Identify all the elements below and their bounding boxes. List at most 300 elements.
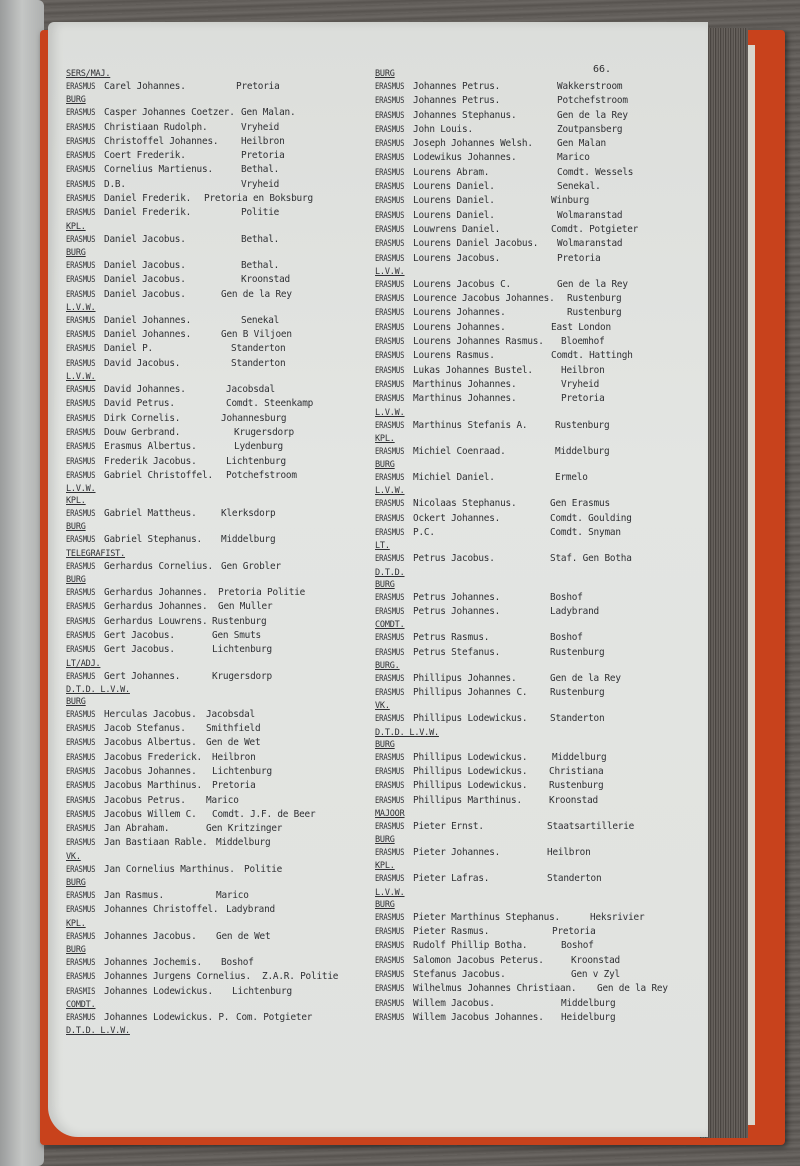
- surname: ERASMUS: [66, 766, 96, 777]
- register-entry: [66, 106, 366, 120]
- register-entry: [66, 956, 366, 970]
- surname: ERASMUS: [375, 927, 405, 938]
- rank-label-row: [66, 68, 366, 80]
- given-names: Casper Johannes Coetzer.: [104, 107, 235, 119]
- surname: ERASMUS: [66, 588, 96, 599]
- register-entry: [66, 135, 366, 149]
- register-entry: [375, 335, 695, 349]
- given-names: Willem Jacobus Johannes.: [413, 1011, 544, 1023]
- register-entry: [66, 863, 366, 877]
- rank-label: BURG: [375, 69, 395, 79]
- place-or-unit: Pretoria: [557, 252, 601, 264]
- rank-label: L.V.W.: [66, 484, 96, 495]
- given-names: Petrus Johannes.: [413, 605, 501, 617]
- surname: ERASMUS: [66, 972, 96, 983]
- place-or-unit: Heilbron: [241, 135, 285, 147]
- surname: ERASMUS: [375, 912, 405, 923]
- rank-label: TELEGRAFIST.: [66, 548, 126, 559]
- register-entry: [66, 794, 366, 808]
- place-or-unit: Gen Kritzinger: [206, 823, 283, 835]
- given-names: Phillipus Lodewickus.: [413, 765, 528, 777]
- surname: ERASMUS: [375, 752, 405, 763]
- surname: ERASMUS: [66, 738, 96, 749]
- surname: ERASMUS: [66, 427, 96, 438]
- surname: ERASMUS: [66, 136, 96, 147]
- place-or-unit: Klerksdorp: [221, 508, 276, 520]
- given-names: Phillipus Johannes C.: [413, 687, 528, 699]
- register-entry: [375, 252, 695, 266]
- given-names: Jan Cornelius Marthinus.: [104, 863, 235, 875]
- register-entry: [66, 629, 366, 643]
- place-or-unit: Krugersdorp: [234, 426, 294, 438]
- register-entry: [375, 364, 695, 378]
- register-entry: [66, 722, 366, 736]
- place-or-unit: Standerton: [547, 873, 602, 885]
- given-names: Gerhardus Cornelius.: [104, 560, 213, 572]
- register-entry: [375, 497, 695, 511]
- place-or-unit: Jacobsdal: [226, 384, 275, 396]
- place-or-unit: Kroonstad: [241, 274, 290, 286]
- surname: ERASMUS: [66, 535, 96, 546]
- rank-label-row: [66, 247, 366, 259]
- place-or-unit: Lichtenburg: [226, 455, 286, 467]
- register-entry: [66, 970, 366, 984]
- place-or-unit: Heidelburg: [561, 1011, 616, 1023]
- register-entry: [66, 342, 366, 356]
- surname: ERASMUS: [66, 442, 96, 453]
- place-or-unit: Gen v Zyl: [571, 968, 620, 980]
- rank-label-row: [375, 485, 695, 497]
- given-names: Petrus Rasmus.: [413, 632, 490, 644]
- given-names: Lourens Jacobus C.: [413, 278, 511, 290]
- place-or-unit: Comdt. Steenkamp: [226, 398, 314, 410]
- place-or-unit: Gen de la Rey: [550, 672, 621, 684]
- place-or-unit: Jacobsdal: [206, 708, 255, 720]
- surname: ERASMUS: [375, 955, 405, 966]
- place-or-unit: Gen Erasmus: [550, 498, 610, 510]
- rank-label: L.V.W.: [66, 372, 96, 383]
- rank-label: D.T.D. L.V.W.: [375, 727, 439, 738]
- rank-label-row: [375, 266, 695, 278]
- rank-label-row: [66, 696, 366, 708]
- surname: ERASMUS: [375, 96, 405, 107]
- register-entry: [375, 779, 695, 793]
- given-names: Jacobus Marthinus.: [104, 780, 202, 792]
- surname: ERASMUS: [66, 931, 96, 942]
- given-names: Jan Abraham.: [104, 823, 170, 835]
- surname: ERASMUS: [66, 602, 96, 613]
- surname: ERASMUS: [66, 289, 96, 300]
- place-or-unit: Pretoria: [212, 780, 256, 792]
- register-entry: [375, 820, 695, 834]
- rank-label-row: [66, 918, 366, 930]
- surname: ERASMUS: [66, 165, 96, 176]
- surname: ERASMUS: [66, 795, 96, 806]
- rank-label-row: [66, 684, 366, 696]
- given-names: Gabriel Stephanus.: [104, 534, 202, 546]
- given-names: Lodewikus Johannes.: [413, 152, 517, 164]
- rank-label: MAJOOR: [375, 808, 405, 819]
- given-names: Coert Frederik.: [104, 150, 186, 162]
- rank-label: LT.: [375, 541, 390, 552]
- register-entry: [375, 631, 695, 645]
- rank-label: LT/ADJ.: [66, 658, 101, 669]
- place-or-unit: Gen de la Rey: [557, 278, 628, 290]
- surname: ERASMUS: [375, 379, 405, 390]
- surname: ERASMUS: [66, 724, 96, 735]
- rank-label: BURG: [66, 522, 86, 533]
- register-entry: [375, 925, 695, 939]
- rank-label: SERS/MAJ.: [66, 69, 111, 79]
- register-entry: [66, 779, 366, 793]
- given-names: Daniel Jacobus.: [104, 288, 186, 300]
- rank-label: VK.: [66, 851, 81, 862]
- surname: ERASMUS: [375, 337, 405, 348]
- surname: ERASMUS: [375, 795, 405, 806]
- register-entry: [375, 378, 695, 392]
- given-names: Daniel Frederik.: [104, 193, 192, 205]
- place-or-unit: Z.A.R. Politie: [262, 971, 339, 983]
- register-entry: [375, 794, 695, 808]
- surname: ERASMUS: [375, 969, 405, 980]
- given-names: Petrus Stefanus.: [413, 646, 501, 658]
- place-or-unit: Ermelo: [555, 472, 588, 484]
- register-entry: [375, 605, 695, 619]
- register-entry: [66, 80, 366, 94]
- surname: ERASMUS: [375, 153, 405, 164]
- register-entry: [375, 846, 695, 860]
- surname: ERASMUS: [375, 781, 405, 792]
- given-names: Nicolaas Stephanus.: [413, 498, 517, 510]
- surname: ERASMUS: [66, 781, 96, 792]
- place-or-unit: Heksrivier: [590, 911, 645, 923]
- given-names: Pieter Johannes.: [413, 847, 501, 859]
- surname: ERASMIS: [66, 986, 96, 997]
- given-names: Rudolf Phillip Botha.: [413, 940, 528, 952]
- place-or-unit: Ladybrand: [226, 904, 275, 916]
- register-entry: [375, 526, 695, 540]
- place-or-unit: Standerton: [550, 713, 605, 725]
- surname: ERASMUS: [375, 322, 405, 333]
- given-names: Daniel Jacobus.: [104, 233, 186, 245]
- surname: ERASMUS: [375, 688, 405, 699]
- surname: ERASMUS: [375, 308, 405, 319]
- place-or-unit: Lydenburg: [234, 441, 283, 453]
- given-names: Daniel Jacobus.: [104, 259, 186, 271]
- surname: ERASMUS: [66, 275, 96, 286]
- register-entry: [375, 712, 695, 726]
- given-names: D.B.: [104, 178, 126, 190]
- place-or-unit: Bloemhof: [561, 336, 605, 348]
- register-entry: [66, 507, 366, 521]
- place-or-unit: Middelburg: [221, 534, 276, 546]
- given-names: Stefanus Jacobus.: [413, 968, 506, 980]
- place-or-unit: Boshof: [221, 956, 254, 968]
- given-names: Dirk Cornelis.: [104, 412, 181, 424]
- surname: ERASMUS: [375, 224, 405, 235]
- rank-label: KPL.: [66, 221, 86, 232]
- given-names: Lukas Johannes Bustel.: [413, 364, 533, 376]
- given-names: Gert Jacobus.: [104, 644, 175, 656]
- surname: ERASMUS: [375, 210, 405, 221]
- register-entry: [375, 765, 695, 779]
- rank-label-row: [66, 944, 366, 956]
- rank-label: KPL.: [66, 496, 86, 507]
- surname: ERASMUS: [375, 446, 405, 457]
- rank-label-row: [375, 727, 695, 739]
- register-entry: [375, 968, 695, 982]
- given-names: Pieter Marthinus Stephanus.: [413, 911, 560, 923]
- given-names: Johannes Petrus.: [413, 81, 501, 92]
- given-names: Daniel Jacobus.: [104, 274, 186, 286]
- surname: ERASMUS: [375, 124, 405, 135]
- rank-label-row: [66, 521, 366, 533]
- surname: ERASMUS: [375, 110, 405, 121]
- register-entry: [66, 1011, 366, 1025]
- surname: ERASMUS: [66, 1012, 96, 1023]
- surname: ERASMUS: [66, 616, 96, 627]
- rank-label-row: [66, 371, 366, 383]
- page-number: 66.: [593, 64, 612, 75]
- register-entry: [375, 552, 695, 566]
- register-entry: [375, 306, 695, 320]
- place-or-unit: Comdt. Goulding: [550, 512, 632, 524]
- surname: ERASMUS: [66, 671, 96, 682]
- given-names: Christiaan Rudolph.: [104, 121, 208, 133]
- register-entry: [375, 194, 695, 208]
- surname: ERASMUS: [375, 82, 405, 92]
- given-names: Petrus Jacobus.: [413, 553, 495, 565]
- rank-label-row: [375, 808, 695, 820]
- rank-label-row: [375, 567, 695, 579]
- surname: ERASMUS: [375, 554, 405, 565]
- given-names: David Jacobus.: [104, 357, 181, 369]
- given-names: Christoffel Johannes.: [104, 135, 219, 147]
- given-names: Johannes Christoffel.: [104, 904, 219, 916]
- rank-label: BURG: [375, 739, 395, 750]
- place-or-unit: Com. Potgieter: [236, 1011, 313, 1023]
- register-entry: [375, 278, 695, 292]
- place-or-unit: Marico: [216, 890, 249, 902]
- given-names: Lourens Johannes.: [413, 321, 506, 333]
- given-names: Lourens Daniel Jacobus.: [413, 238, 539, 250]
- place-or-unit: Lichtenburg: [232, 985, 292, 997]
- surname: ERASMUS: [375, 647, 405, 658]
- place-or-unit: Standerton: [231, 357, 286, 369]
- given-names: Lourens Johannes.: [413, 307, 506, 319]
- surname: ERASMUS: [375, 984, 405, 995]
- rank-label-row: [66, 548, 366, 560]
- register-entry: [375, 672, 695, 686]
- register-entry: [66, 357, 366, 371]
- rank-label: COMDT.: [375, 620, 405, 631]
- surname: ERASMUS: [375, 592, 405, 603]
- given-names: Lourens Daniel.: [413, 181, 495, 193]
- register-entry: [66, 615, 366, 629]
- register-entry: [66, 163, 366, 177]
- place-or-unit: Gen de Wet: [216, 930, 271, 942]
- register-entry: [375, 686, 695, 700]
- register-entry: [66, 765, 366, 779]
- surname: ERASMUS: [375, 513, 405, 524]
- given-names: Johannes Jochemis.: [104, 956, 202, 968]
- register-entry: [375, 349, 695, 363]
- rank-label-row: [375, 433, 695, 445]
- place-or-unit: Boshof: [550, 632, 583, 644]
- rank-label: BURG.: [375, 660, 400, 671]
- given-names: Phillipus Johannes.: [413, 672, 517, 684]
- place-or-unit: Rustenburg: [550, 646, 605, 658]
- place-or-unit: Marico: [557, 152, 590, 164]
- surname: ERASMUS: [66, 891, 96, 902]
- given-names: Lourens Johannes Rasmus.: [413, 336, 544, 348]
- register-entry: [375, 954, 695, 968]
- given-names: Gabriel Mattheus.: [104, 508, 197, 520]
- place-or-unit: Gen de la Rey: [557, 109, 628, 121]
- register-entry: [375, 166, 695, 180]
- rank-label-row: [375, 739, 695, 751]
- register-entry: [375, 646, 695, 660]
- place-or-unit: Gen Malan.: [241, 107, 296, 119]
- place-or-unit: Rustenburg: [567, 307, 622, 319]
- given-names: Jan Bastiaan Rable.: [104, 837, 208, 849]
- given-names: Johannes Lodewickus.: [104, 985, 213, 997]
- register-entry: [375, 911, 695, 925]
- place-or-unit: Potchefstroom: [226, 469, 297, 481]
- given-names: Gabriel Christoffel.: [104, 469, 213, 481]
- rank-label-row: [66, 658, 366, 670]
- surname: ERASMUS: [66, 957, 96, 968]
- right-column: [375, 68, 695, 1025]
- surname: ERASMUS: [66, 645, 96, 656]
- register-entry: [66, 288, 366, 302]
- place-or-unit: Boshof: [550, 591, 583, 603]
- given-names: Jacobus Frederick.: [104, 751, 202, 763]
- rank-label: L.V.W.: [66, 302, 96, 313]
- rank-label: L.V.W.: [375, 407, 405, 418]
- place-or-unit: Lichtenburg: [212, 644, 272, 656]
- place-or-unit: Rustenburg: [567, 293, 622, 305]
- given-names: Wilhelmus Johannes Christiaan.: [413, 983, 577, 995]
- given-names: Lourens Jacobus.: [413, 252, 501, 264]
- place-or-unit: Middelburg: [555, 445, 610, 457]
- register-entry: [66, 273, 366, 287]
- given-names: Erasmus Albertus.: [104, 441, 197, 453]
- place-or-unit: Johannesburg: [221, 412, 287, 424]
- surname: ERASMUS: [66, 122, 96, 133]
- register-entry: [66, 903, 366, 917]
- register-entry: [375, 109, 695, 123]
- register-entry: [375, 137, 695, 151]
- place-or-unit: Vryheid: [241, 178, 280, 190]
- place-or-unit: Boshof: [561, 940, 594, 952]
- rank-label-row: [375, 700, 695, 712]
- place-or-unit: Gen Smuts: [212, 629, 261, 641]
- place-or-unit: Marico: [206, 794, 239, 806]
- surname: ERASMUS: [375, 673, 405, 684]
- place-or-unit: Staatsartillerie: [547, 820, 635, 832]
- place-or-unit: Lichtenburg: [212, 765, 272, 777]
- given-names: John Louis.: [413, 123, 473, 135]
- surname: ERASMUS: [375, 182, 405, 193]
- rank-label-row: [375, 834, 695, 846]
- place-or-unit: Comdt. Wessels: [557, 166, 634, 178]
- place-or-unit: Staf. Gen Botha: [550, 553, 632, 565]
- surname: ERASMUS: [375, 499, 405, 510]
- register-entry: [66, 751, 366, 765]
- place-or-unit: Rustenburg: [549, 780, 604, 792]
- place-or-unit: Gen Malan: [557, 138, 606, 150]
- facing-page-edge: [0, 0, 44, 1166]
- rank-label-row: [66, 877, 366, 889]
- rank-label: BURG: [375, 835, 395, 846]
- register-entry: [375, 321, 695, 335]
- register-entry: [66, 426, 366, 440]
- register-entry: [375, 1011, 695, 1025]
- rank-label: KPL.: [375, 433, 395, 444]
- register-entry: [66, 455, 366, 469]
- given-names: Cornelius Martienus.: [104, 164, 213, 176]
- given-names: Michiel Daniel.: [413, 472, 495, 484]
- register-entry: [66, 149, 366, 163]
- place-or-unit: Bethal.: [241, 259, 280, 271]
- surname: ERASMUS: [66, 108, 96, 119]
- register-entry: [66, 736, 366, 750]
- surname: ERASMUS: [66, 561, 96, 572]
- given-names: Jacobus Johannes.: [104, 765, 197, 777]
- rank-label-row: [375, 619, 695, 631]
- place-or-unit: Heilbron: [212, 751, 256, 763]
- given-names: Marthinus Stefanis A.: [413, 419, 528, 431]
- rank-label-row: [66, 94, 366, 106]
- place-or-unit: Middelburg: [561, 997, 616, 1009]
- register-entry: [66, 178, 366, 192]
- surname: ERASMUS: [375, 633, 405, 644]
- rank-label: BURG: [375, 460, 395, 471]
- surname: ERASMUS: [66, 709, 96, 720]
- surname: ERASMUS: [66, 630, 96, 641]
- register-entry: [66, 670, 366, 684]
- register-entry: [375, 872, 695, 886]
- rank-label-row: [66, 495, 366, 507]
- rank-label: BURG: [66, 878, 86, 889]
- rank-label-row: [66, 483, 366, 495]
- given-names: Willem Jacobus.: [413, 997, 495, 1009]
- surname: ERASMUS: [66, 824, 96, 835]
- surname: ERASMUS: [375, 714, 405, 725]
- surname: ERASMUS: [66, 864, 96, 875]
- surname: ERASMUS: [375, 279, 405, 290]
- rank-label: D.T.D. L.V.W.: [66, 684, 130, 695]
- rank-label: L.V.W.: [375, 887, 405, 898]
- given-names: Phillipus Lodewickus.: [413, 780, 528, 792]
- given-names: Pieter Rasmus.: [413, 926, 490, 938]
- register-entry: [375, 591, 695, 605]
- rank-label-row: [375, 579, 695, 591]
- place-or-unit: Vryheid: [241, 121, 280, 133]
- given-names: Jacobus Albertus.: [104, 737, 197, 749]
- place-or-unit: Gen B Viljoen: [221, 329, 292, 341]
- rank-label: BURG: [375, 579, 395, 590]
- given-names: Phillipus Lodewickus.: [413, 713, 528, 725]
- place-or-unit: Bethal.: [241, 233, 280, 245]
- given-names: P.C.: [413, 527, 435, 539]
- place-or-unit: Comdt. Potgieter: [551, 223, 639, 235]
- register-entry: [66, 836, 366, 850]
- surname: ERASMUS: [375, 528, 405, 539]
- rank-label: COMDT.: [66, 999, 96, 1010]
- place-or-unit: Christiana: [549, 765, 604, 777]
